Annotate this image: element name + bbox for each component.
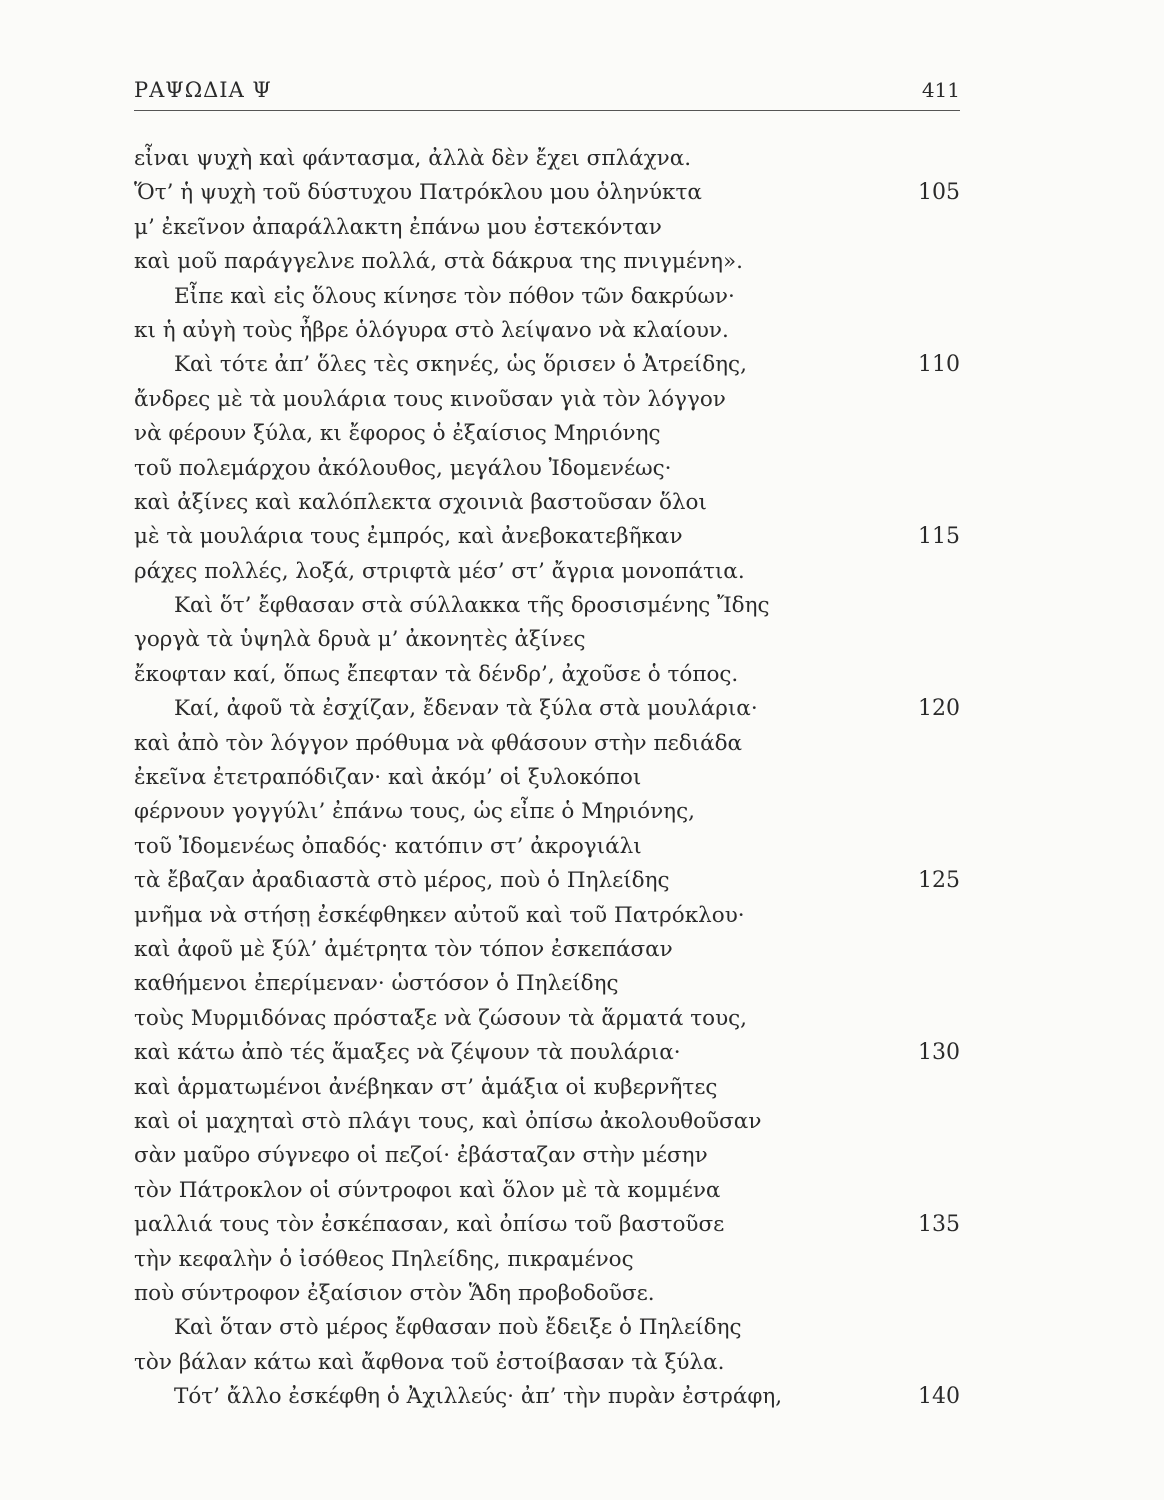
verse-line bbox=[134, 1139, 960, 1173]
verse-text: μαλλιά τους τὸν ἐσκέπασαν, καὶ ὀπίσω τοῦ βαστοῦσε bbox=[134, 1212, 725, 1238]
verse-line bbox=[134, 486, 960, 520]
verse-line bbox=[134, 1311, 960, 1345]
verse-line bbox=[134, 1002, 960, 1036]
verse-text: μνῆμα νὰ στήσῃ ἐσκέφθηκεν αὐτοῦ καὶ τοῦ Πατρόκλου· bbox=[134, 902, 745, 928]
verse-text: μ’ ἐκεῖνον ἀπαράλλακτη ἐπάνω μου ἐστεκόνταν bbox=[134, 214, 662, 240]
verse-line bbox=[134, 555, 960, 589]
verse-line bbox=[134, 176, 960, 210]
verse-text: γοργὰ τὰ ὑψηλὰ δρυὰ μ’ ἀκονητὲς ἀξίνες bbox=[134, 627, 586, 653]
verse-text: τὸν βάλαν κάτω καὶ ἄφθονα τοῦ ἐστοίβασαν τὰ ξύλα. bbox=[134, 1349, 725, 1375]
verse-text: ἄνδρες μὲ τὰ μουλάρια τους κινοῦσαν γιὰ τὸν λόγγον bbox=[134, 386, 726, 412]
verse-text: μὲ τὰ μουλάρια τους ἐμπρός, καὶ ἀνεβοκατεβῆκαν bbox=[134, 524, 683, 550]
verse-text: καὶ ἀφοῦ μὲ ξύλ’ ἀμέτρητα τὸν τόπον ἐσκεπάσαν bbox=[134, 936, 673, 962]
verse-line bbox=[134, 1243, 960, 1277]
verse-line bbox=[134, 314, 960, 348]
verse-line bbox=[134, 280, 960, 314]
line-number: 125 bbox=[918, 868, 960, 894]
line-number: 115 bbox=[918, 524, 960, 550]
line-number: 120 bbox=[918, 696, 960, 722]
verse-line bbox=[134, 1346, 960, 1380]
verse-text: Ὅτ’ ἡ ψυχὴ τοῦ δύστυχου Πατρόκλου μου ὁληνύκτα bbox=[134, 180, 702, 206]
verse-text: καὶ ἀξίνες καὶ καλόπλεκτα σχοινιὰ βαστοῦσαν ὅλοι bbox=[134, 489, 707, 515]
verse-text: καθήμενοι ἐπερίμεναν· ὡστόσον ὁ Πηλείδης bbox=[134, 971, 619, 997]
verse-text: καὶ κάτω ἀπὸ τές ἅμαξες νὰ ζέψουν τὰ πουλάρια· bbox=[134, 1040, 681, 1066]
verse-text: τὴν κεφαλὴν ὁ ἰσόθεος Πηλείδης, πικραμένος bbox=[134, 1246, 634, 1272]
verse-text: τοῦ Ἰδομενέως ὀπαδός· κατόπιν στ’ ἀκρογιάλι bbox=[134, 833, 642, 859]
verse-line bbox=[134, 245, 960, 279]
verse-text: τοῦ πολεμάρχου ἀκόλουθος, μεγάλου Ἰδομενέως· bbox=[134, 455, 672, 481]
verse-text: φέρνουν γογγύλι’ ἐπάνω τους, ὡς εἶπε ὁ Μηριόνης, bbox=[134, 799, 695, 825]
verse-text: καὶ μοῦ παράγγελνε πολλά, στὰ δάκρυα της πνιγμένη». bbox=[134, 249, 743, 275]
running-head: ΡΑΨΩΔΙΑ Ψ bbox=[134, 78, 272, 102]
verse-text: καὶ ἀπὸ τὸν λόγγον πρόθυμα νὰ φθάσουν στὴν πεδιάδα bbox=[134, 730, 743, 756]
line-number: 110 bbox=[918, 352, 960, 378]
verse-line bbox=[134, 142, 960, 176]
verse-line bbox=[134, 348, 960, 382]
line-number: 130 bbox=[918, 1040, 960, 1066]
verse-block bbox=[134, 142, 960, 1414]
verse-line bbox=[134, 967, 960, 1001]
verse-text: Καὶ τότε ἀπ’ ὅλες τὲς σκηνές, ὡς ὅρισεν ὁ Ἀτρείδης, bbox=[174, 352, 747, 378]
verse-text: καὶ ἁρματωμένοι ἀνέβηκαν στ’ ἁμάξια οἱ κυβερνῆτες bbox=[134, 1074, 718, 1100]
line-number: 140 bbox=[918, 1384, 960, 1410]
verse-text: ἔκοφταν καί, ὅπως ἔπεφταν τὰ δένδρ’, ἀχοῦσε ὁ τόπος. bbox=[134, 661, 739, 687]
verse-text: ἐκεῖνα ἐτετραπόδιζαν· καὶ ἀκόμ’ οἱ ξυλοκόποι bbox=[134, 765, 642, 791]
verse-line bbox=[134, 727, 960, 761]
verse-text: σὰν μαῦρο σύγνεφο οἱ πεζοί· ἐβάσταζαν στὴν μέσην bbox=[134, 1143, 708, 1169]
verse-line bbox=[134, 1174, 960, 1208]
verse-line bbox=[134, 520, 960, 554]
verse-line bbox=[134, 864, 960, 898]
verse-line bbox=[134, 589, 960, 623]
line-number: 105 bbox=[918, 180, 960, 206]
verse-text: εἶναι ψυχὴ καὶ φάντασμα, ἀλλὰ δὲν ἔχει σπλάχνα. bbox=[134, 146, 692, 171]
verse-text: τὸν Πάτροκλον οἱ σύντροφοι καὶ ὅλον μὲ τὰ κομμένα bbox=[134, 1177, 721, 1203]
verse-line bbox=[134, 1036, 960, 1070]
verse-text: Καὶ ὅταν στὸ μέρος ἔφθασαν ποὺ ἔδειξε ὁ Πηλείδης bbox=[174, 1315, 742, 1341]
verse-line bbox=[134, 1277, 960, 1311]
verse-line bbox=[134, 899, 960, 933]
verse-line bbox=[134, 692, 960, 726]
verse-text: νὰ φέρουν ξύλα, κι ἔφορος ὁ ἐξαίσιος Μηριόνης bbox=[134, 421, 661, 447]
verse-line bbox=[134, 452, 960, 486]
page-header bbox=[134, 72, 960, 111]
verse-text: τοὺς Μυρμιδόνας πρόσταξε νὰ ζώσουν τὰ ἅρματά τους, bbox=[134, 1005, 748, 1031]
verse-text: Καί, ἀφοῦ τὰ ἐσχίζαν, ἔδεναν τὰ ξύλα στὰ μουλάρια· bbox=[174, 696, 758, 722]
verse-line bbox=[134, 417, 960, 451]
line-number: 135 bbox=[918, 1212, 960, 1238]
verse-text: ποὺ σύντροφον ἐξαίσιον στὸν Ἅδη προβοδοῦσε. bbox=[134, 1280, 655, 1306]
verse-line bbox=[134, 761, 960, 795]
verse-text: τὰ ἔβαζαν ἀραδιαστὰ στὸ μέρος, ποὺ ὁ Πηλείδης bbox=[134, 868, 670, 894]
verse-line bbox=[134, 830, 960, 864]
verse-line bbox=[134, 623, 960, 657]
verse-text: ράχες πολλές, λοξά, στριφτὰ μέσ’ στ’ ἄγρια μονοπάτια. bbox=[134, 558, 745, 584]
verse-text: Τότ’ ἄλλο ἐσκέφθη ὁ Ἀχιλλεύς· ἀπ’ τὴν πυρὰν ἐστράφη, bbox=[174, 1384, 783, 1410]
page-number: 411 bbox=[921, 78, 960, 102]
verse-line bbox=[134, 1208, 960, 1242]
verse-text: Καὶ ὅτ’ ἔφθασαν στὰ σύλλακκα τῆς δροσισμένης Ἴδης bbox=[174, 593, 770, 619]
verse-line bbox=[134, 211, 960, 245]
verse-line bbox=[134, 1105, 960, 1139]
verse-line bbox=[134, 658, 960, 692]
verse-text: καὶ οἱ μαχηταὶ στὸ πλάγι τους, καὶ ὀπίσω ἀκολουθοῦσαν bbox=[134, 1108, 762, 1134]
verse-text: Εἶπε καὶ εἰς ὅλους κίνησε τὸν πόθον τῶν δακρύων· bbox=[174, 283, 735, 309]
verse-line bbox=[134, 383, 960, 417]
verse-line bbox=[134, 795, 960, 829]
verse-line bbox=[134, 1071, 960, 1105]
verse-line bbox=[134, 933, 960, 967]
verse-text: κι ἡ αὐγὴ τοὺς ἦβρε ὁλόγυρα στὸ λείψανο νὰ κλαίουν. bbox=[134, 317, 729, 343]
verse-line bbox=[134, 1380, 960, 1414]
